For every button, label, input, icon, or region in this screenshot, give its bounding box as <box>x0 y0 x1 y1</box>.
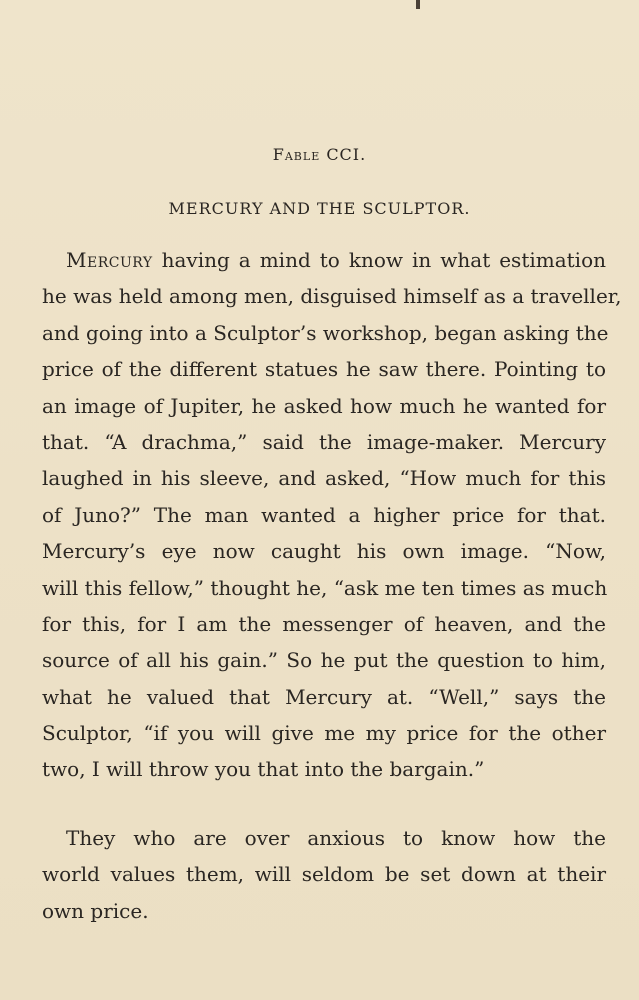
fable-moral <box>42 820 606 929</box>
body-line: for this, for I am the messenger of heaven, and the <box>42 611 606 636</box>
moral-line: They who are over anxious to know how the <box>66 826 606 850</box>
body-line <box>42 242 606 278</box>
body-line: that. “A drachma,” said the image-maker. Mercury <box>42 429 606 454</box>
fable-title: MERCURY AND THE SCULPTOR. <box>168 199 471 218</box>
body-line: Mercury’s eye now caught his own image. “Now, <box>42 539 606 564</box>
body-line: laughed in his sleeve, and asked, “How much for this <box>42 466 606 491</box>
body-line: two, I will throw you that into the bargain.” <box>42 757 485 782</box>
moral-line: own price. <box>42 898 149 923</box>
body-line: price of the different statues he saw there. Pointing to <box>42 357 606 382</box>
body-line: source of all his gain.” So he put the question to him, <box>42 648 606 673</box>
body-line: will this fellow,” thought he, “ask me ten times as much <box>42 575 608 600</box>
body-line: and going into a Sculptor’s workshop, began asking the <box>42 320 609 345</box>
fable-number: Fable CCI. <box>272 145 367 164</box>
moral-line: world values them, will seldom be set down at their <box>42 862 606 887</box>
body-line: of Juno?” The man wanted a higher price for that. <box>42 502 606 527</box>
body-line: an image of Jupiter, he asked how much he wanted for <box>42 393 606 418</box>
body-line: he was held among men, disguised himself as a traveller, <box>42 284 622 309</box>
body-line-text: having a mind to know in what estimation <box>152 248 606 272</box>
body-line: what he valued that Mercury at. “Well,” says the <box>42 684 606 709</box>
fable-body <box>42 242 622 788</box>
lead-word: Mercury <box>66 248 153 272</box>
body-line: Sculptor, “if you will give me my price for the other <box>42 721 606 746</box>
print-mark <box>416 0 420 9</box>
